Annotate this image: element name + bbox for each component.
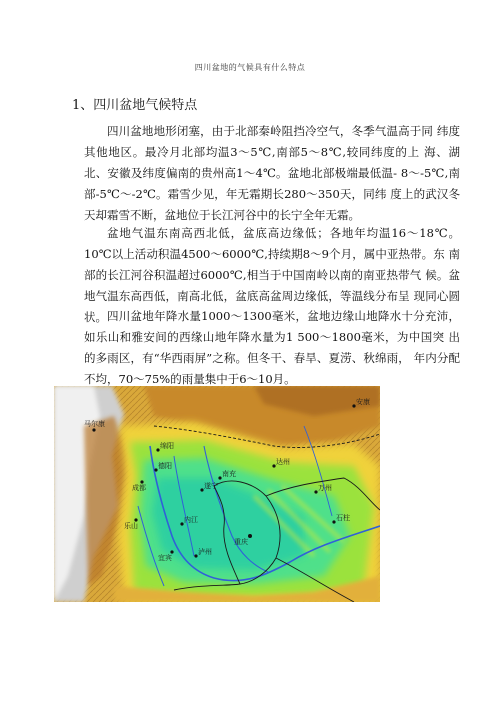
city-label-nanchong: 南充 bbox=[222, 470, 236, 478]
city-label-leshan: 乐山 bbox=[124, 522, 138, 530]
paragraph-winter-temperature: 四川盆地地形闭塞，由于北部秦岭阻挡冷空气，冬季气温高于同 纬度其他地区。最冷月北部均温3～5℃,南部5～8℃,较同纬度的上 海、湖北、安徽及纬度偏南的贵州高1～4℃。盆地北部极端最低温- 8～-5℃,南部-5℃～-2℃。霜雪少见，年无霜期长280～350天，同纬 度上的武汉冬天却霜雪不断，盆地位于长江河谷中的长宁全年无霜。 bbox=[84, 124, 460, 222]
city-label-luzhou: 泸州 bbox=[198, 548, 212, 556]
city-label-ankang: 安康 bbox=[356, 398, 370, 406]
sichuan-basin-elevation-map bbox=[54, 386, 380, 602]
city-dot-chongqing bbox=[248, 534, 252, 538]
city-label-neijiang: 内江 bbox=[184, 516, 198, 524]
section-heading: 1、四川盆地气候特点 bbox=[72, 98, 198, 113]
city-label-suining: 遂宁 bbox=[204, 482, 218, 490]
city-label-chengdu: 成都 bbox=[132, 484, 146, 492]
city-label-deyang: 德阳 bbox=[158, 462, 172, 470]
city-label-mianyang: 绵阳 bbox=[160, 442, 174, 450]
city-label-maerkang: 马尔康 bbox=[84, 420, 105, 428]
city-label-shizhu: 石柱 bbox=[336, 514, 350, 522]
document-header: 四川盆地的气候具有什么特点 bbox=[194, 63, 306, 72]
map-graphic bbox=[54, 386, 380, 602]
paragraph-temperature-distribution: 盆地气温东南高西北低，盆底高边缘低；各地年均温16～18℃。 10℃以上活动积温4500～6000℃,持续期8～9个月，属中亚热带。东 南部的长江河谷积温超过6000℃,相当于中国南岭以南的南亚热带气 候。盆地气温东高西低，南高北低，盆底高盆周边缘低，等温线分布呈 现同心圆状。 bbox=[84, 226, 460, 324]
city-dot-maerkang bbox=[92, 428, 95, 431]
city-label-yibin: 宜宾 bbox=[158, 554, 172, 562]
city-label-wanzhou: 万州 bbox=[318, 484, 332, 492]
paragraph-precipitation: 四川盆地年降水量1000～1300毫米，盆地边缘山地降水十分充沛，如乐山和雅安间的西缘山地年降水量为1 500～1800毫米，为中国突 出的多雨区，有“华西雨屏”之称。但冬干、春旱、夏涝、秋绵雨， 年内分配不均，70～75%的雨量集中于6～10月。 bbox=[84, 309, 460, 386]
city-label-dazhou: 达州 bbox=[276, 458, 290, 466]
city-label-chongqing: 重庆 bbox=[234, 538, 248, 546]
